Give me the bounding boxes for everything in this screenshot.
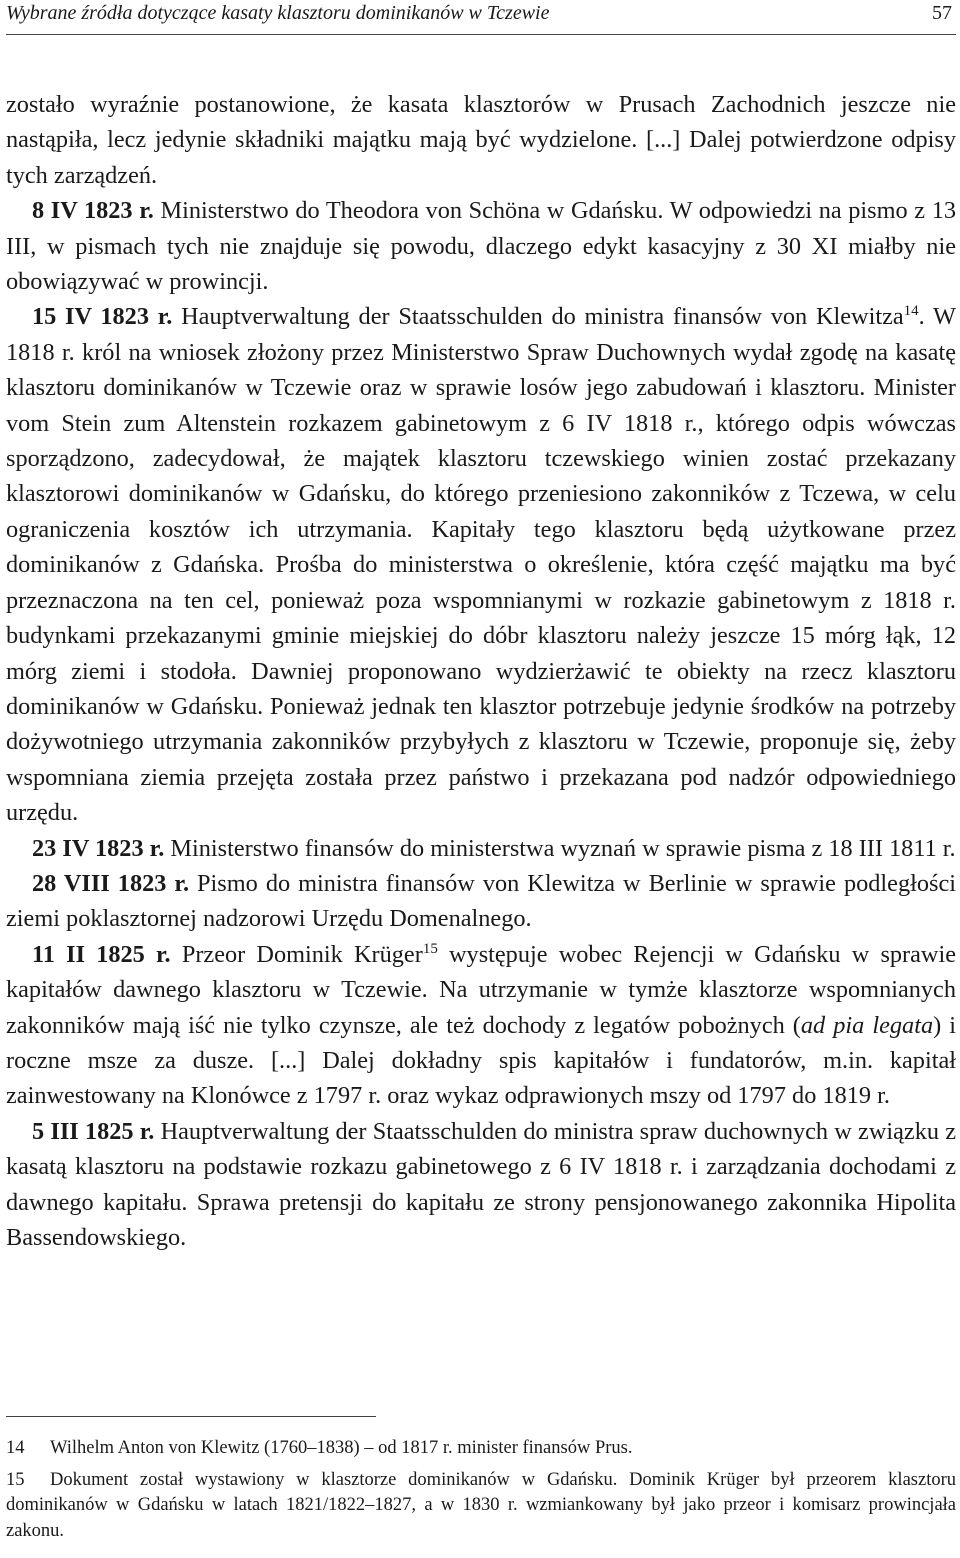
entry-paragraph xyxy=(6,193,956,299)
entry-text: Hauptverwaltung der Staatsschulden do ministra spraw duchownych w związku z kasatą klasztoru na podstawie rozkazu gabinetowego z 6 IV 1818 r. i zarządzania dochodami z dawnego kapitału. Sprawa pretensji do kapitału ze strony pensjonowanego zakonnika Hipolita Bassendowskiego. xyxy=(6,1117,956,1251)
page-number: 57 xyxy=(932,2,952,24)
footnote-text: Wilhelm Anton von Klewitz (1760–1838) – od 1817 r. minister finansów Prus. xyxy=(50,1438,633,1458)
running-head xyxy=(6,0,956,30)
footnote xyxy=(6,1436,956,1462)
running-title: Wybrane źródła dotyczące kasaty klasztoru dominikanów w Tczewie xyxy=(6,2,550,24)
latin-phrase: ad pia legata xyxy=(800,1011,934,1039)
paragraph-text: zostało wyraźnie postanowione, że kasata klasztorów w Prusach Zachodnich jeszcze nie nastąpiła, lecz jedynie składniki majątku mają być wydzielone. [...] Dalej potwierdzone odpisy tych zarządzeń. xyxy=(6,91,956,189)
entry-text: Ministerstwo do Theodora von Schöna w Gdańsku. W odpowiedzi na pismo z 13 III, w pismach tych nie znajduje się powodu, dlaczego edykt kasacyjny z 30 XI miałby nie obowiązywać w prowincji. xyxy=(6,197,957,296)
entry-paragraph xyxy=(6,866,956,937)
entry-paragraph xyxy=(6,937,956,1114)
footnote-number: 14 xyxy=(6,1438,25,1458)
entry-text: Przeor Dominik Krüger xyxy=(181,940,423,968)
entry-text: . W 1818 r. król na wniosek złożony przez Ministerstwo Spraw Duchownych wydał zgodę na kasatę klasztoru dominikanów w Tczewie oraz w sprawie losów jego zabudowań i klasztoru. Minister vom Stein zum Altenstein rozkazem gabinetowym z 6 IV 1818 r., którego odpis wówczas sporządzono, zadecydował, że majątek klasztoru tczewskiego winien zostać przekazany klasztorowi dominikanów w Gdańsku, do którego przeniesiono zakonników z Tczewa, w celu ograniczenia kosztów ich utrzymania. Kapitały tego klasztoru będą użytkowane przez dominikanów z Gdańska. Prośba do ministerstwa o określenie, która część majątku ma być przeznaczona na ten cel, ponieważ poza wspomnianymi w rozkazie gabinetowym z 1818 r. budynkami przekazanymi gminie miejskiej do dóbr klasztoru należy jeszcze 15 mórg łąk, 12 mórg ziemi i stodoła. Dawniej proponowano wydzierżawić te obiekty na rzecz klasztoru dominikanów w Gdańsku. Ponieważ jednak ten klasztor potrzebuje jedynie środków na potrzeby dożywotniego utrzymania zakonników przybyłych z klasztoru w Tczewie, proponuje się, żeby wspomniana ziemia przejęta została przez państwo i przekazana pod nadzór odpowiedniego urzędu. xyxy=(6,303,956,827)
entry-paragraph xyxy=(6,299,956,830)
entry-paragraph xyxy=(6,831,956,866)
entry-date: 15 IV 1823 r. xyxy=(32,303,173,331)
entry-text: Hauptverwaltung der Staatsschulden do ministra finansów von Klewitza xyxy=(181,303,904,331)
footnote-text: Dokument został wystawiony w klasztorze dominikanów w Gdańsku. Dominik Krüger był przeorem klasztoru dominikanów w Gdańsku w latach 1821/1822–1827, a w 1830 r. wzmiankowany był jako przeor i komisarz prowincjała zakonu. xyxy=(6,1469,956,1541)
entry-text: ) i roczne msze za dusze. [...] Dalej dokładny spis kapitałów i fundatorów, m.in. kapitał zainwestowany na Klonówce z 1797 r. oraz wykaz odprawionych mszy od 1797 do 1819 r. xyxy=(6,1011,956,1110)
footnotes xyxy=(6,1436,956,1550)
entry-date: 8 IV 1823 r. xyxy=(32,197,154,225)
footnote xyxy=(6,1468,956,1545)
paragraph-continuation xyxy=(6,87,956,193)
footnote-ref[interactable]: 15 xyxy=(422,940,438,957)
entry-date: 5 III 1825 r. xyxy=(32,1117,155,1145)
header-divider xyxy=(6,34,956,35)
entry-text: Pismo do ministra finansów von Klewitza w Berlinie w sprawie podległości ziemi poklasztornej nadzorowi Urzędu Domenalnego. xyxy=(6,869,956,933)
entry-date: 23 IV 1823 r. xyxy=(32,834,165,862)
entry-paragraph xyxy=(6,1114,956,1256)
entry-text: występuje wobec Rejencji w Gdańsku w sprawie kapitałów dawnego klasztoru w Tczewie. Na utrzymanie w tymże klasztorze wspomnianych zakonników mają iść nie tylko czynsze, ale też dochody z legatów pobożnych ( xyxy=(6,940,956,1039)
main-text xyxy=(6,87,956,1255)
entry-date: 28 VIII 1823 r. xyxy=(32,869,190,897)
entry-text: Ministerstwo finansów do ministerstwa wyznań w sprawie pisma z 18 III 1811 r. xyxy=(170,834,956,862)
entry-date: 11 II 1825 r. xyxy=(32,940,171,968)
footnote-ref[interactable]: 14 xyxy=(903,303,919,320)
book-page xyxy=(6,0,956,1558)
footnote-divider xyxy=(6,1416,376,1417)
footnote-number: 15 xyxy=(6,1469,25,1490)
